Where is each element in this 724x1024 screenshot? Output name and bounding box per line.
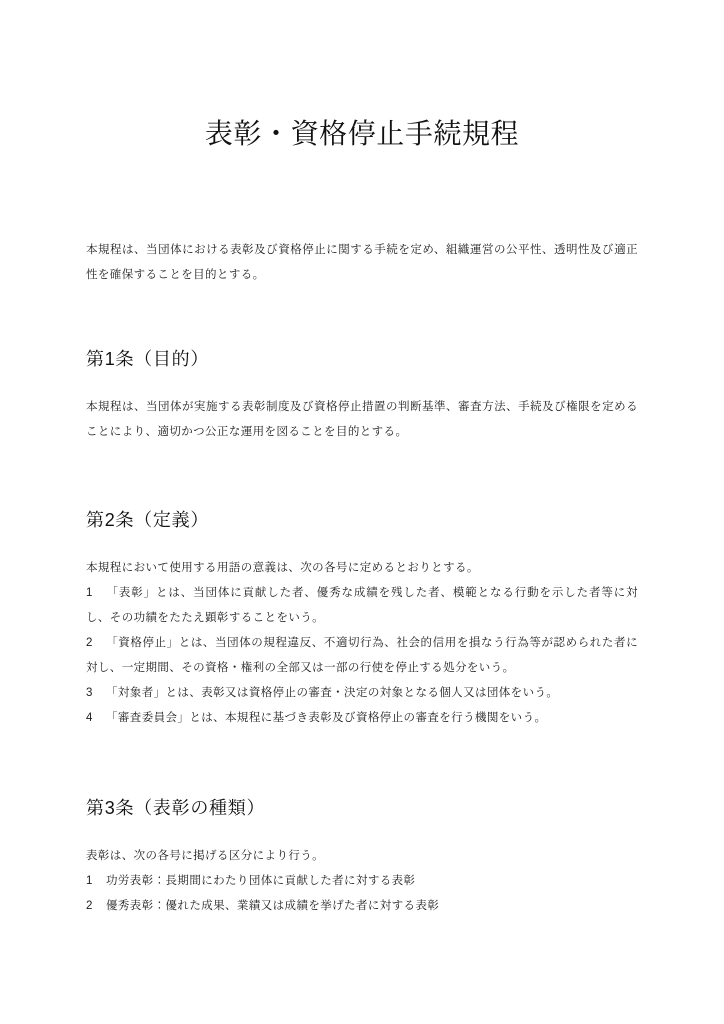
list-item-number: 3 [86,687,93,700]
list-item-number: 2 [86,900,93,913]
section-lead-article-3: 表彰は、次の各号に掲げる区分により行う。 [86,850,325,863]
list-item-text: 「表彰」とは、当団体に貢献した者、優秀な成績を残した者、模範となる行動を示した者等に対し、その功績をたたえ顕彰することをいう。 [86,587,638,625]
award-type-list [86,869,638,919]
section-heading-article-2: 第2条（定義） [86,510,210,531]
list-item-text: 「対象者」とは、表彰又は資格停止の審査・決定の対象となる個人又は団体をいう。 [106,687,559,700]
list-item [86,581,638,631]
list-item-text: 優秀表彰：優れた成果、業績又は成績を挙げた者に対する表彰 [106,900,440,913]
list-item-text: 功労表彰：長期間にわたり団体に貢献した者に対する表彰 [106,875,416,888]
section-heading-article-3: 第3条（表彰の種類） [86,798,266,819]
section-body-article-3 [86,844,638,919]
list-item-number: 1 [86,587,93,600]
preamble-block [86,238,638,288]
section-body-article-1 [86,395,638,445]
section-article-1 [86,346,638,445]
section-paragraph-article-1: 本規程は、当団体が実施する表彰制度及び資格停止措置の判断基準、審査方法、手続及び権限を定めることにより、適切かつ公正な運用を図ることを目的とする。 [86,401,638,439]
list-item [86,631,638,681]
document-content [86,0,638,919]
list-item-text: 「資格停止」とは、当団体の規程違反、不適切行為、社会的信用を損なう行為等が認められた者に対し、一定期間、その資格・権利の全部又は一部の行使を停止する処分をいう。 [86,637,638,675]
section-article-3 [86,795,638,919]
list-item-number: 1 [86,875,93,888]
list-item-text: 「審査委員会」とは、本規程に基づき表彰及び資格停止の審査を行う機関をいう。 [106,712,547,725]
list-item [86,869,638,894]
list-item-number: 4 [86,712,93,725]
list-item [86,706,638,731]
section-body-article-2 [86,556,638,731]
section-lead-article-2: 本規程において使用する用語の意義は、次の各号に定めるとおりとする。 [86,562,479,575]
section-article-2 [86,507,638,731]
section-heading-article-1: 第1条（目的） [86,349,210,370]
definition-list [86,581,638,731]
list-item [86,681,638,706]
preamble-text: 本規程は、当団体における表彰及び資格停止に関する手続を定め、組織運営の公平性、透明性及び適正性を確保することを目的とする。 [86,244,638,282]
list-item [86,894,638,919]
page-title: 表彰・資格停止手続規程 [204,118,520,149]
list-item-number: 2 [86,637,93,650]
